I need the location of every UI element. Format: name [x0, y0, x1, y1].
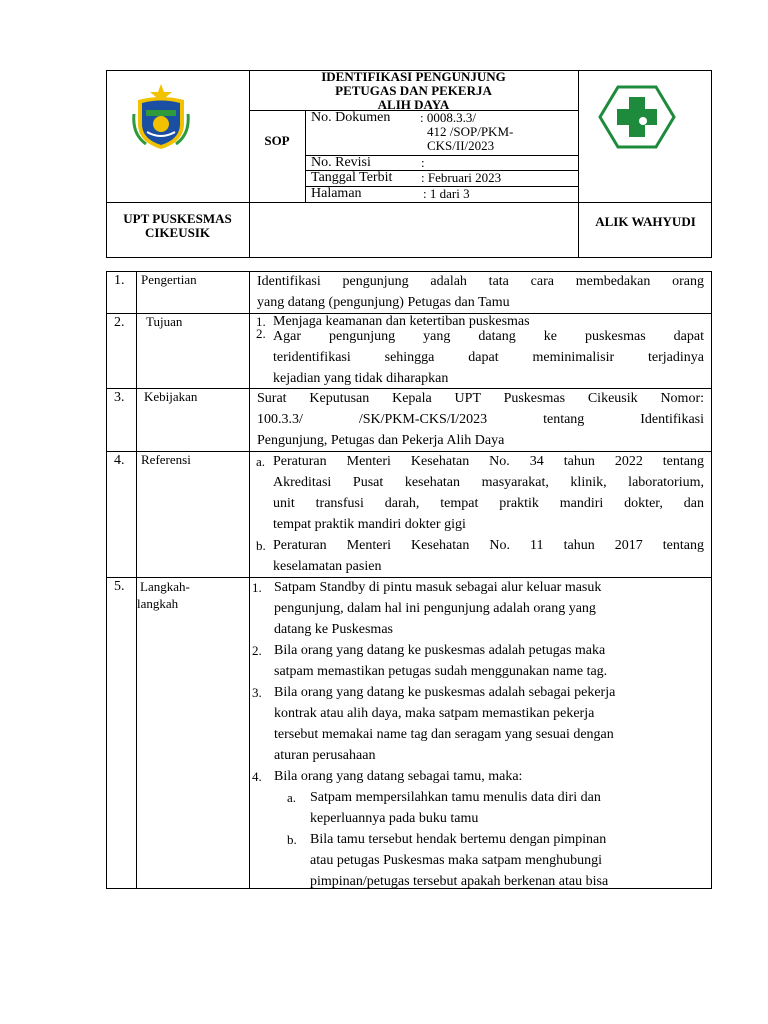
issued-date-value: : Februari 2023: [421, 170, 502, 185]
organization-name: [106, 212, 249, 240]
doc-number-line: : 0008.3.3/: [420, 110, 476, 125]
section-body: [252, 451, 704, 577]
section-number: 1.: [114, 273, 125, 288]
body-line: pengunjung, dalam hal ini pengunjung adalah orang yang: [274, 601, 596, 616]
body-line: Bila tamu tersebut hendak bertemu dengan pimpinan: [310, 832, 607, 847]
list-item: [250, 682, 708, 766]
section-title: Kebijakan: [144, 389, 198, 404]
body-line: tersebut memakai name tag dan seragam yang sesuai dengan: [274, 727, 614, 742]
body-line: keperluannya pada buku tamu: [310, 811, 479, 826]
sub-list-item: [250, 787, 708, 829]
list-item: [252, 326, 704, 389]
body-line: kejadian yang tidak diharapkan: [273, 371, 449, 386]
list-marker: 3.: [252, 685, 262, 700]
body-line: Bila orang yang datang ke puskesmas adalah sebagai pekerja: [274, 685, 616, 700]
sop-title-line: PETUGAS DAN PEKERJA: [335, 83, 492, 98]
section-body: [250, 577, 708, 892]
list-item: [250, 766, 708, 787]
section-body: [257, 271, 704, 313]
body-line: datang ke Puskesmas: [274, 622, 393, 637]
regional-emblem-icon: [132, 84, 190, 150]
body-line: satpam memastikan petugas sudah menggunakan name tag.: [274, 664, 608, 679]
doc-number-value: [420, 111, 570, 153]
sop-title: [249, 70, 578, 112]
list-item: [252, 451, 704, 535]
body-line: keselamatan pasien: [273, 559, 382, 574]
list-marker: 2.: [256, 326, 266, 341]
body-line: Satpam mempersilahkan tamu menulis data diri dan: [310, 790, 601, 805]
sop-title-line: IDENTIFIKASI PENGUNJUNG: [321, 69, 506, 84]
list-marker: a.: [256, 454, 266, 469]
doc-number-line: 412 /SOP/PKM-: [427, 124, 514, 139]
list-marker: 1.: [252, 580, 262, 595]
section-title: [137, 578, 190, 612]
body-line: Identifikasi pengunjung adalah tata cara membedakan orang: [257, 274, 704, 289]
list-marker: b.: [256, 538, 266, 553]
body-line: Menjaga keamanan dan ketertiban puskesmas: [273, 314, 530, 329]
list-marker: a.: [287, 790, 297, 805]
section-title: Tujuan: [146, 314, 183, 329]
section-title: Pengertian: [141, 272, 197, 287]
section-number: 5.: [114, 579, 125, 594]
section-title: Referensi: [141, 452, 191, 467]
section-title-line: langkah: [137, 596, 179, 611]
list-marker: b.: [287, 832, 297, 847]
body-line: kontrak atau alih daya, maka satpam memastikan pekerja: [274, 706, 595, 721]
body-line: Agar pengunjung yang datang ke puskesmas dapat: [273, 329, 704, 344]
body-line: Bila orang yang datang sebagai tamu, maka:: [274, 769, 523, 784]
sop-label: SOP: [264, 133, 290, 148]
body-line: Peraturan Menteri Kesehatan No. 11 tahun 2017 tentang: [273, 538, 704, 553]
body-line: unit transfusi darah, tempat praktik mandiri dokter, dan: [273, 496, 704, 511]
list-marker: 1.: [256, 314, 266, 329]
revision-label: No. Revisi: [311, 155, 371, 170]
body-line: Akreditasi Pusat kesehatan masyarakat, klinik, laboratorium,: [273, 475, 704, 490]
body-line: atau petugas Puskesmas maka satpam menghubungi: [310, 853, 602, 868]
issued-date-label: Tanggal Terbit: [311, 170, 393, 185]
body-line: tempat praktik mandiri dokter gigi: [273, 517, 466, 532]
puskesmas-cross-icon: [598, 85, 676, 149]
page-value: : 1 dari 3: [423, 186, 470, 201]
body-line: aturan perusahaan: [274, 748, 376, 763]
doc-number-line: CKS/II/2023: [427, 138, 495, 153]
list-marker: 4.: [252, 769, 262, 784]
sub-list-item: [250, 829, 708, 892]
section-number: 2.: [114, 315, 125, 330]
body-line: Satpam Standby di pintu masuk sebagai alur keluar masuk: [274, 580, 602, 595]
section-body: [252, 314, 704, 389]
section-body: [257, 388, 704, 451]
section-number: 3.: [114, 390, 125, 405]
list-item: [250, 577, 708, 640]
list-item: [252, 535, 704, 577]
body-line: yang datang (pengunjung) Petugas dan Tamu: [257, 295, 510, 310]
signatory-name: ALIK WAHYUDI: [595, 214, 696, 229]
body-line: Bila orang yang datang ke puskesmas adalah petugas maka: [274, 643, 606, 658]
organization-line: CIKEUSIK: [144, 225, 211, 240]
sop-title-line: ALIH DAYA: [377, 97, 450, 112]
body-line: Pengunjung, Petugas dan Pekerja Alih Daya: [257, 433, 505, 448]
body-line: teridentifikasi sehingga dapat meminimalisir terjadinya: [273, 350, 704, 365]
page-label: Halaman: [311, 186, 362, 201]
list-marker: 2.: [252, 643, 262, 658]
doc-number-label: No. Dokumen: [311, 110, 391, 125]
section-number: 4.: [114, 453, 125, 468]
body-line: Peraturan Menteri Kesehatan No. 34 tahun 2022 tentang: [273, 454, 704, 469]
organization-line: UPT PUSKESMAS: [123, 211, 232, 226]
section-title-line: Langkah-: [140, 579, 190, 594]
body-line: pimpinan/petugas tersebut apakah berkenan atau bisa: [310, 874, 609, 889]
body-line: Surat Keputusan Kepala UPT Puskesmas Cikeusik Nomor:: [257, 391, 704, 406]
body-line: 100.3.3/ /SK/PKM-CKS/I/2023 tentang Identifikasi: [257, 412, 704, 427]
revision-value: :: [421, 155, 425, 170]
list-item: [250, 640, 708, 682]
